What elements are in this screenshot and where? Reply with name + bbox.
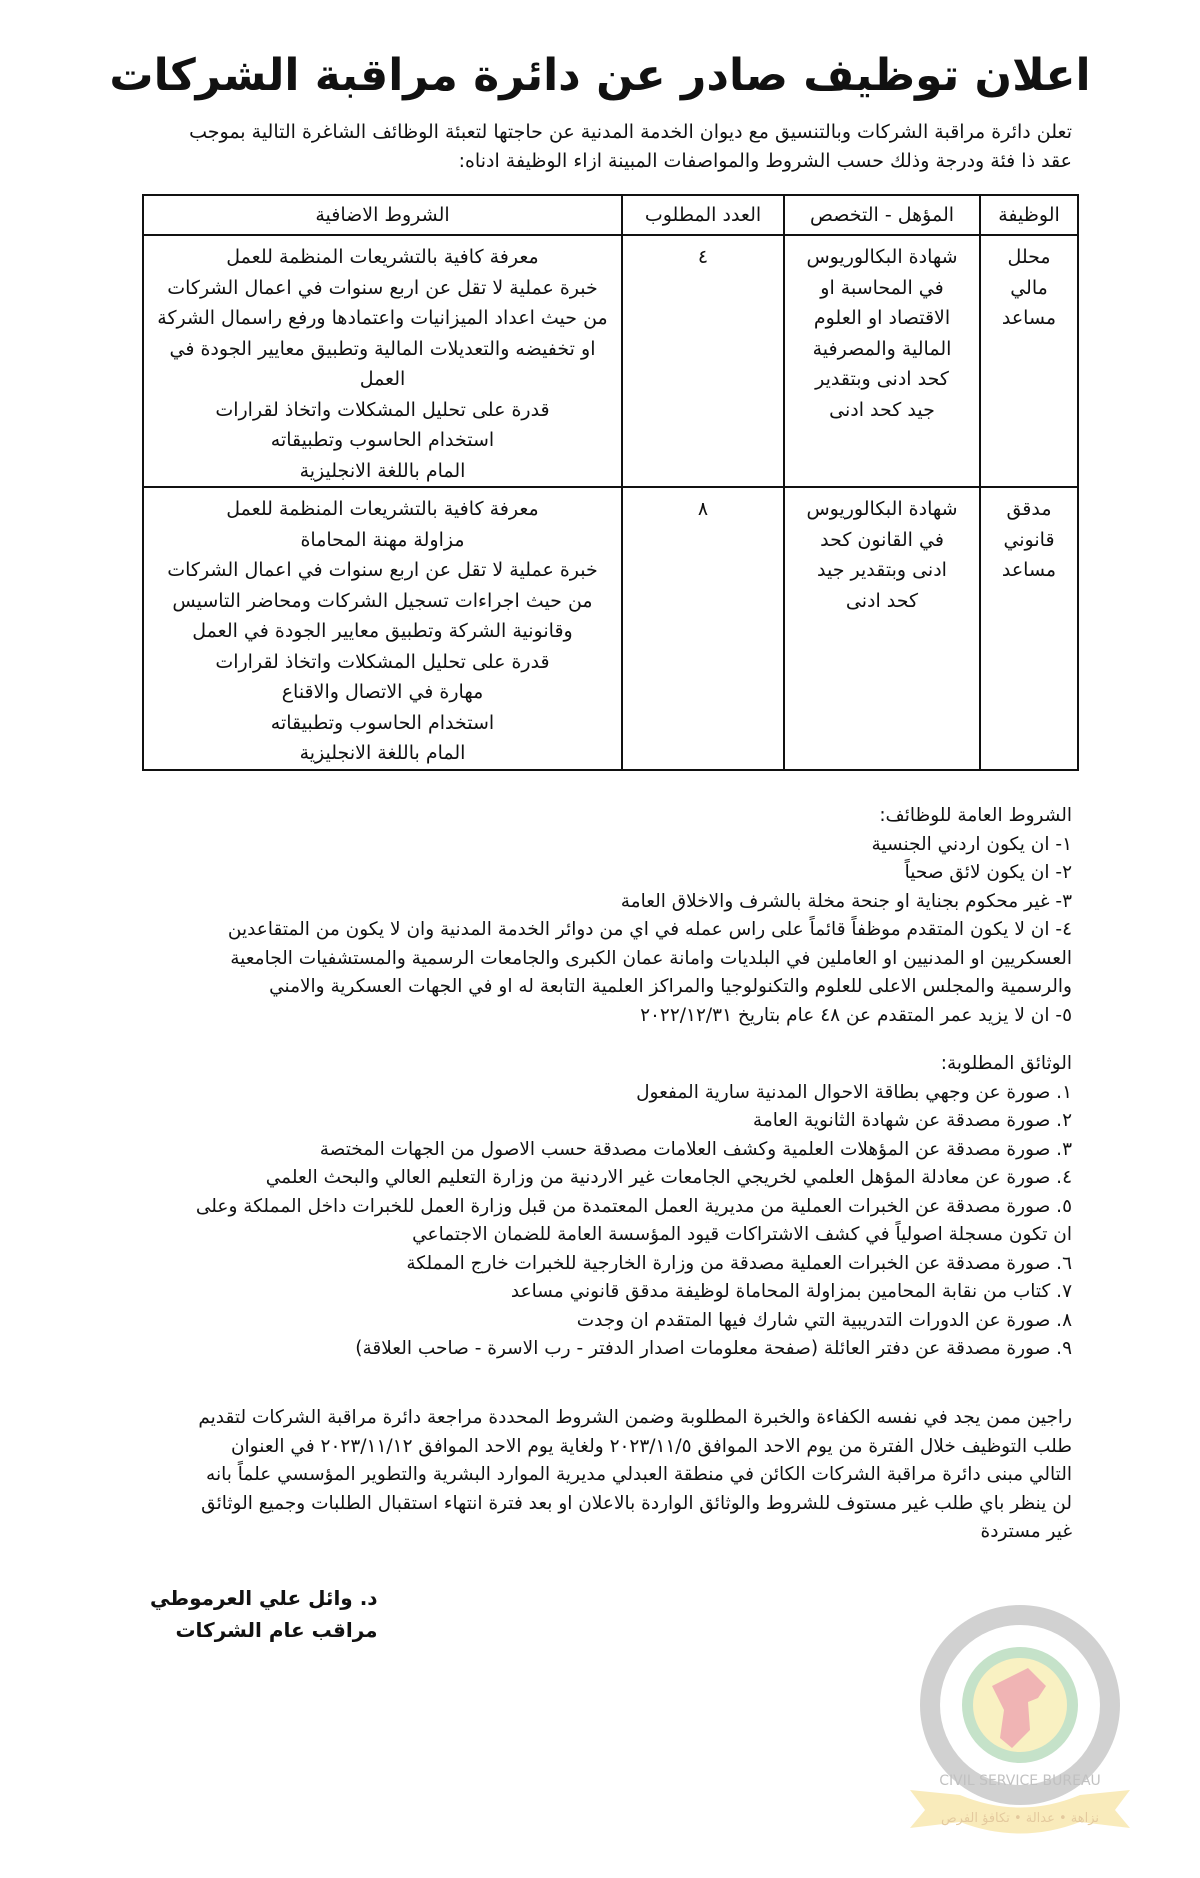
list-item: ٥- ان لا يزيد عمر المتقدم عن ٤٨ عام بتاريخ ٢٠٢٢/١٢/٣١ bbox=[640, 1004, 1072, 1026]
general-conditions bbox=[112, 802, 1072, 1030]
list-item: ٢. صورة مصدقة عن شهادة الثانوية العامة bbox=[752, 1110, 1072, 1131]
closing-paragraph bbox=[117, 1404, 1072, 1547]
cell-text: المالية والمصرفية bbox=[812, 337, 952, 360]
cell-text: استخدام الحاسوب وتطبيقاته bbox=[270, 711, 495, 734]
table-row bbox=[143, 235, 1078, 487]
seal-motto: نزاهة • عدالة • تكافؤ الفرص bbox=[940, 1811, 1100, 1826]
cell-text: شهادة البكالوريوس bbox=[806, 246, 958, 268]
closing-line: طلب التوظيف خلال الفترة من يوم الاحد الموافق ٢٠٢٣/١١/٥ ولغاية يوم الاحد الموافق ٢٠٢٣/١١/١٢ في العنوان bbox=[230, 1435, 1072, 1457]
list-item: ان تكون مسجلة اصولياً في كشف الاشتراكات قيود المؤسسة العامة للضمان الاجتماعي bbox=[412, 1224, 1072, 1245]
cell-text: خبرة عملية لا تقل عن اربع سنوات في اعمال الشركات bbox=[167, 559, 598, 581]
cell-text: مهارة في الاتصال والاقناع bbox=[281, 681, 484, 703]
cell-text: المام باللغة الانجليزية bbox=[299, 459, 466, 482]
cell-text: في القانون كحد bbox=[820, 528, 944, 551]
civil-service-bureau-seal-icon bbox=[900, 1590, 1140, 1860]
cell-count: ٤ bbox=[622, 235, 784, 487]
cell-text: محلل مالي bbox=[1007, 246, 1051, 299]
list-item: ٩. صورة مصدقة عن دفتر العائلة (صفحة معلومات اصدار الدفتر - رب الاسرة - صاحب العلاقة) bbox=[355, 1338, 1072, 1359]
cell-extra-conditions bbox=[143, 487, 622, 770]
cell-text: كحد ادنى bbox=[845, 589, 919, 612]
cell-text: معرفة كافية بالتشريعات المنظمة للعمل bbox=[226, 246, 539, 268]
cell-extra-conditions bbox=[143, 235, 622, 487]
cell-text: شهادة البكالوريوس bbox=[806, 498, 958, 520]
cell-text: مساعد bbox=[1001, 307, 1057, 329]
signatory-name: د. وائل علي العرموطي bbox=[150, 1586, 378, 1610]
cell-text: وقانونية الشركة وتطبيق معايير الجودة في العمل bbox=[192, 620, 573, 642]
cell-text: ادنى وبتقدير جيد bbox=[817, 559, 947, 581]
cell-text: جيد كحد ادنى bbox=[829, 398, 935, 421]
list-item: ٧. كتاب من نقابة المحامين بمزاولة المحاماة لوظيفة مدقق قانوني مساعد bbox=[510, 1281, 1072, 1302]
cell-job bbox=[980, 235, 1078, 487]
signatory-position: مراقب عام الشركات bbox=[175, 1618, 378, 1642]
section-heading: الشروط العامة للوظائف: bbox=[879, 805, 1072, 826]
cell-qualification bbox=[784, 487, 980, 770]
closing-line: راجين ممن يجد في نفسه الكفاءة والخبرة المطلوبة وضمن الشروط المحددة مراجعة دائرة مراقبة الشركات لتقديم bbox=[198, 1407, 1072, 1428]
table-row bbox=[143, 487, 1078, 770]
closing-line: لن ينظر باي طلب غير مستوف للشروط والوثائق الواردة بالاعلان او بعد فترة انتهاء استقبال الطلبات وجميع الوثائق bbox=[201, 1492, 1072, 1514]
closing-line: غير مستردة bbox=[980, 1521, 1072, 1542]
list-item: العسكريين او المدنيين او العاملين في البلديات وامانة عمان الكبرى والجامعات الرسمية والمستشفيات الجامعية bbox=[230, 947, 1072, 969]
cell-text: مزاولة مهنة المحاماة bbox=[300, 528, 465, 551]
page-title: اعلان توظيف صادر عن دائرة مراقبة الشركات bbox=[109, 50, 1091, 101]
seal-english-text: CIVIL SERVICE BUREAU bbox=[939, 1773, 1101, 1789]
cell-text: قانوني bbox=[1003, 528, 1055, 551]
list-item: ٦. صورة مصدقة عن الخبرات العملية مصدقة من وزارة الخارجية للخبرات خارج المملكة bbox=[406, 1252, 1072, 1274]
list-item: ١. صورة عن وجهي بطاقة الاحوال المدنية سارية المفعول bbox=[636, 1081, 1072, 1103]
cell-text: المام باللغة الانجليزية bbox=[299, 742, 466, 764]
header-extra-conditions: الشروط الاضافية bbox=[143, 195, 622, 235]
cell-job bbox=[980, 487, 1078, 770]
cell-text: استخدام الحاسوب وتطبيقاته bbox=[270, 429, 495, 451]
header-qualification: المؤهل - التخصص bbox=[784, 195, 980, 235]
cell-count: ٨ bbox=[622, 487, 784, 770]
cell-text: العمل bbox=[359, 368, 406, 390]
closing-line: التالي مبنى دائرة مراقبة الشركات الكائن في منطقة العبدلي مديرية الموارد البشرية والتطوير المؤسسي علماً بانه bbox=[206, 1464, 1072, 1485]
intro-line: عقد ذا فئة ودرجة وذلك حسب الشروط والمواصفات المبينة ازاء الوظيفة ادناه: bbox=[458, 150, 1072, 172]
cell-text: قدرة على تحليل المشكلات واتخاذ لقرارات bbox=[215, 398, 550, 421]
table-header-row bbox=[143, 195, 1078, 235]
header-count: العدد المطلوب bbox=[622, 195, 784, 235]
cell-text: مدقق bbox=[1006, 498, 1052, 520]
list-item: ٣. صورة مصدقة عن المؤهلات العلمية وكشف العلامات مصدقة حسب الاصول من الجهات المختصة bbox=[319, 1138, 1072, 1160]
list-item: ٨. صورة عن الدورات التدريبية التي شارك فيها المتقدم ان وجدت bbox=[576, 1309, 1072, 1331]
cell-text: مساعد bbox=[1001, 559, 1057, 581]
cell-text: قدرة على تحليل المشكلات واتخاذ لقرارات bbox=[215, 650, 550, 673]
cell-text: من حيث اعداد الميزانيات واعتمادها ورفع راسمال الشركة bbox=[157, 307, 608, 329]
cell-text: من حيث اجراءات تسجيل الشركات ومحاضر التاسيس bbox=[172, 589, 593, 612]
list-item: ٣- غير محكوم بجناية او جنحة مخلة بالشرف والاخلاق العامة bbox=[620, 890, 1072, 912]
cell-text: الاقتصاد او العلوم bbox=[813, 307, 951, 329]
intro-paragraph bbox=[122, 118, 1072, 176]
list-item: ٤- ان لا يكون المتقدم موظفاً قائماً على راس عمله في اي من دوائر الخدمة المدنية وان لا يكون من المتقاعدين bbox=[227, 919, 1072, 940]
jobs-table bbox=[142, 194, 1079, 771]
cell-text: كحد ادنى وبتقدير bbox=[815, 368, 949, 390]
signature-block bbox=[150, 1582, 378, 1646]
cell-qualification bbox=[784, 235, 980, 487]
cell-text: في المحاسبة او bbox=[820, 276, 944, 299]
cell-text: معرفة كافية بالتشريعات المنظمة للعمل bbox=[226, 498, 539, 520]
intro-line: تعلن دائرة مراقبة الشركات وبالتنسيق مع ديوان الخدمة المدنية عن حاجتها لتعبئة الوظائف الشاغرة التالية بموجب bbox=[189, 121, 1072, 143]
list-item: والرسمية والمجلس الاعلى للعلوم والتكنولوجيا والمراكز العلمية التابعة له او في الجهات العسكرية والامني bbox=[269, 976, 1072, 997]
cell-text: او تخفيضه والتعديلات المالية وتطبيق معايير الجودة في bbox=[169, 337, 596, 360]
list-item: ١- ان يكون اردني الجنسية bbox=[871, 833, 1072, 855]
cell-text: خبرة عملية لا تقل عن اربع سنوات في اعمال الشركات bbox=[167, 276, 598, 299]
list-item: ٢- ان يكون لائق صحياً bbox=[904, 862, 1072, 883]
list-item: ٤. صورة عن معادلة المؤهل العلمي لخريجي الجامعات غير الاردنية من وزارة التعليم العالي والبحث العلمي bbox=[265, 1167, 1072, 1188]
list-item: ٥. صورة مصدقة عن الخبرات العملية من مديرية العمل المعتمدة من قبل وزارة العمل للخبرات داخل المملكة وعلى bbox=[195, 1195, 1072, 1217]
header-job: الوظيفة bbox=[980, 195, 1078, 235]
required-documents bbox=[112, 1050, 1072, 1364]
section-heading: الوثائق المطلوبة: bbox=[940, 1053, 1072, 1074]
